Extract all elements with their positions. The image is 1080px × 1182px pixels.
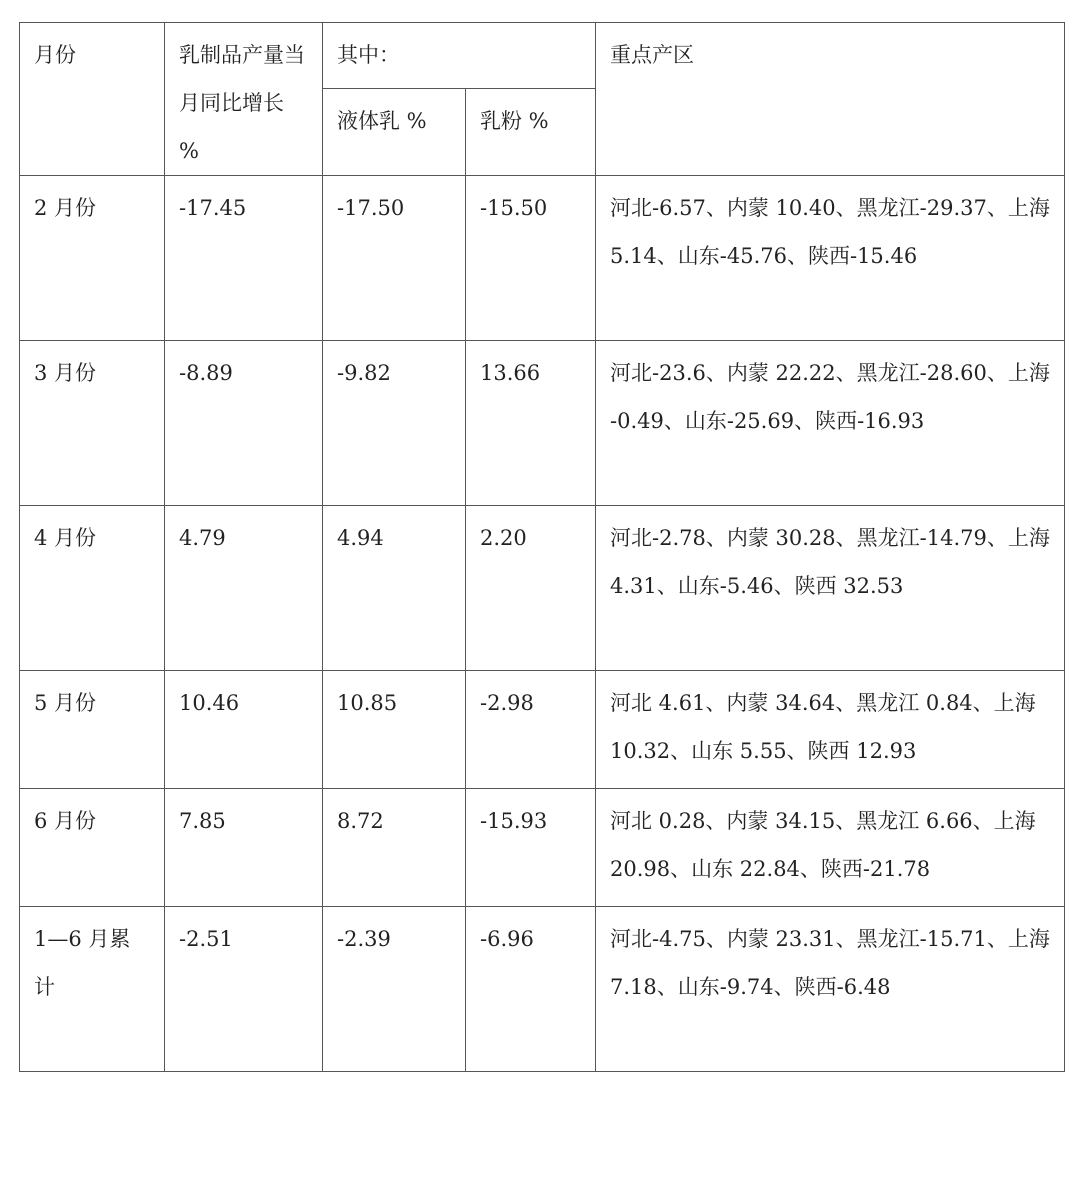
header-total-growth: 乳制品产量当月同比增长 % xyxy=(165,23,323,176)
cell-month: 1—6 月累计 xyxy=(20,907,165,1072)
cell-liquid: 4.94 xyxy=(323,506,466,671)
table-row xyxy=(20,671,1065,789)
cell-month: 2 月份 xyxy=(20,176,165,341)
cell-liquid: 10.85 xyxy=(323,671,466,789)
cell-total: 10.46 xyxy=(165,671,323,789)
cell-total: -8.89 xyxy=(165,341,323,506)
cell-liquid: -2.39 xyxy=(323,907,466,1072)
cell-regions: 河北 0.28、内蒙 34.15、黑龙江 6.66、上海 20.98、山东 22.84、陕西-21.78 xyxy=(596,789,1065,907)
cell-powder: -2.98 xyxy=(466,671,596,789)
header-month: 月份 xyxy=(20,23,165,176)
cell-month: 5 月份 xyxy=(20,671,165,789)
cell-powder: -15.50 xyxy=(466,176,596,341)
header-liquid-milk: 液体乳 % xyxy=(323,89,466,176)
cell-total: 4.79 xyxy=(165,506,323,671)
table-row xyxy=(20,341,1065,506)
dairy-production-table xyxy=(19,22,1065,1072)
cell-regions: 河北-2.78、内蒙 30.28、黑龙江-14.79、上海 4.31、山东-5.46、陕西 32.53 xyxy=(596,506,1065,671)
cell-regions: 河北-23.6、内蒙 22.22、黑龙江-28.60、上海 -0.49、山东-25.69、陕西-16.93 xyxy=(596,341,1065,506)
cell-regions: 河北-6.57、内蒙 10.40、黑龙江-29.37、上海 5.14、山东-45.76、陕西-15.46 xyxy=(596,176,1065,341)
cell-liquid: -17.50 xyxy=(323,176,466,341)
cell-powder: 13.66 xyxy=(466,341,596,506)
cell-regions: 河北 4.61、内蒙 34.64、黑龙江 0.84、上海 10.32、山东 5.55、陕西 12.93 xyxy=(596,671,1065,789)
cell-month: 4 月份 xyxy=(20,506,165,671)
cell-total: -17.45 xyxy=(165,176,323,341)
table-row xyxy=(20,506,1065,671)
header-of-which: 其中： xyxy=(323,23,596,89)
cell-liquid: 8.72 xyxy=(323,789,466,907)
cell-month: 3 月份 xyxy=(20,341,165,506)
cell-month: 6 月份 xyxy=(20,789,165,907)
cell-liquid: -9.82 xyxy=(323,341,466,506)
cell-total: -2.51 xyxy=(165,907,323,1072)
cell-regions: 河北-4.75、内蒙 23.31、黑龙江-15.71、上海 7.18、山东-9.74、陕西-6.48 xyxy=(596,907,1065,1072)
table-row xyxy=(20,907,1065,1072)
header-key-regions: 重点产区 xyxy=(596,23,1065,176)
header-row-top xyxy=(20,23,1065,89)
table-row xyxy=(20,176,1065,341)
table-row xyxy=(20,789,1065,907)
cell-total: 7.85 xyxy=(165,789,323,907)
cell-powder: 2.20 xyxy=(466,506,596,671)
cell-powder: -15.93 xyxy=(466,789,596,907)
cell-powder: -6.96 xyxy=(466,907,596,1072)
header-milk-powder: 乳粉 % xyxy=(466,89,596,176)
